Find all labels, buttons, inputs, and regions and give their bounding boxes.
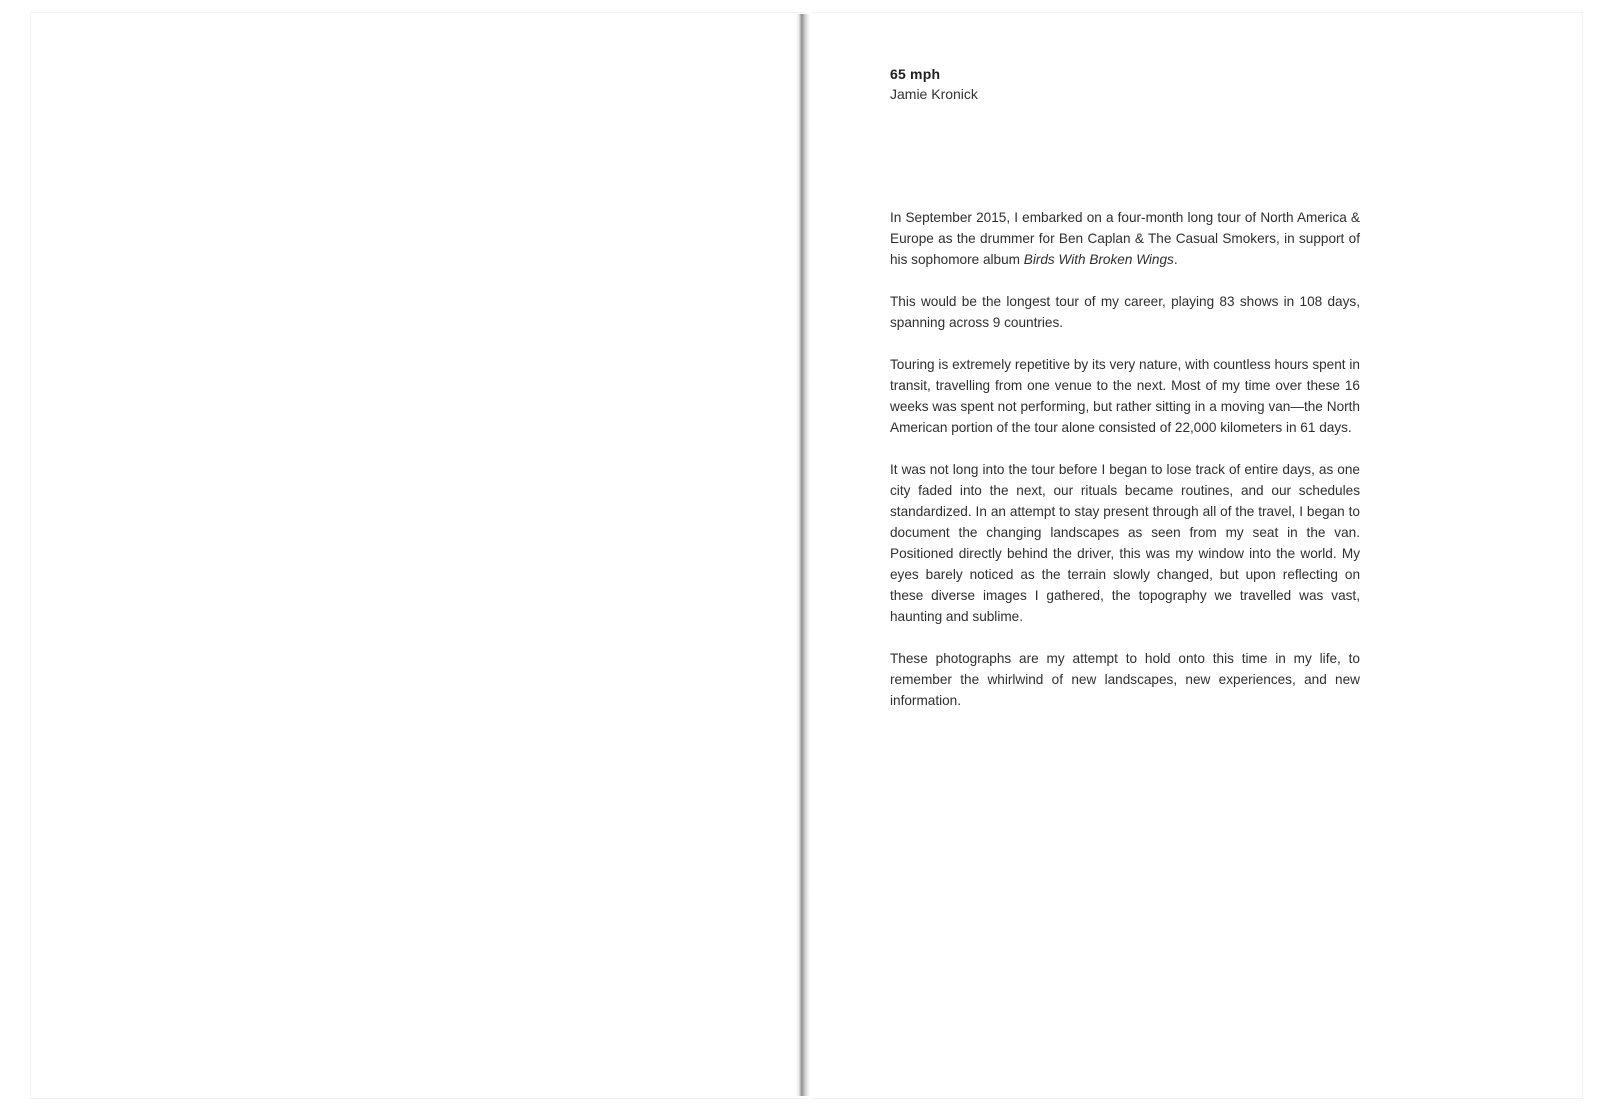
essay-header: [890, 64, 978, 104]
paragraph-3: Touring is extremely repetitive by its very nature, with countless hours spent in transit, travelling from one venue to the next. Most of my time over these 16 weeks was spent not performing, but rather sitting in a moving van—the North American portion of the tour alone consisted of 22,000 kilometers in 61 days.: [890, 357, 1360, 435]
essay-author: Jamie Kronick: [890, 86, 978, 102]
paragraph-2: This would be the longest tour of my career, playing 83 shows in 108 days, spanning across 9 countries.: [890, 294, 1360, 330]
essay-body: [890, 207, 1360, 732]
paragraph-5: These photographs are my attempt to hold onto this time in my life, to remember the whirlwind of new landscapes, new experiences, and new information.: [890, 651, 1360, 708]
book-gutter: [796, 14, 810, 1096]
album-title: Birds With Broken Wings: [1023, 252, 1174, 267]
paragraph-1: [890, 207, 1360, 270]
paragraph-1-text: In September 2015, I embarked on a four-month long tour of North America & Europe as the drummer for Ben Caplan & The Casual Smokers, in support of his sophomore album: [890, 210, 1360, 267]
paragraph-4: It was not long into the tour before I began to lose track of entire days, as one city faded into the next, our rituals became routines, and our schedules standardized. In an attempt to stay present through all of the travel, I began to document the changing landscapes as seen from my seat in the van. Positioned directly behind the driver, this was my window into the world. My eyes barely noticed as the terrain slowly changed, but upon reflecting on these diverse images I gathered, the topography we travelled was vast, haunting and sublime.: [890, 462, 1360, 624]
essay-title: 65 mph: [890, 66, 941, 82]
paragraph-1-end: .: [1173, 252, 1178, 267]
left-page-blank: [30, 12, 806, 1099]
